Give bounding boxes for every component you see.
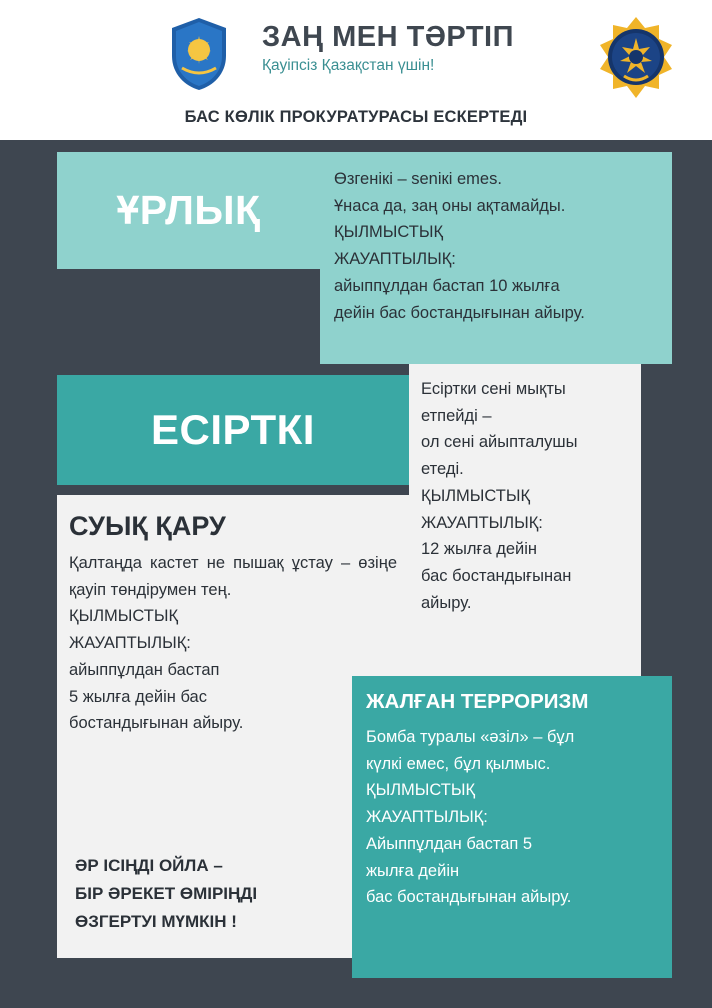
section-false-terrorism-line-6: жылға дейін — [366, 861, 460, 880]
section-false-terrorism-box — [352, 676, 672, 978]
section-theft-line-1: Өзгенікі – senікі emes. — [334, 170, 502, 188]
section-theft-line-4: ЖАУАПТЫЛЫҚ: — [334, 250, 456, 269]
section-false-terrorism-title: ЖАЛҒАН ТЕРРОРИЗМ — [366, 690, 589, 713]
title-block — [262, 22, 582, 75]
section-false-terrorism-line-2: күлкі емес, бұл қылмыс. — [366, 754, 551, 773]
poster-sub-title: Қауіпсіз Қазақстан үшін! — [262, 57, 435, 75]
bottom-bar — [0, 978, 712, 1008]
section-theft-line-2: Ұнаса да, заң оны ақтамайды. — [334, 196, 566, 215]
slogan-line-3: ӨЗГЕРТУІ МҮМКІН ! — [75, 912, 237, 932]
section-drugs-line-2: етпейді – — [421, 406, 492, 425]
section-theft-title-box — [57, 152, 320, 269]
section-drugs-title: ЕСІРТКІ — [151, 406, 315, 453]
section-drugs-line-9: айыру. — [421, 593, 472, 612]
poster-banner-text: БАС КӨЛІК ПРОКУРАТУРАСЫ ЕСКЕРТЕДІ — [184, 108, 528, 126]
section-drugs-line-7: 12 жылға дейін — [421, 540, 538, 559]
slogan-line-1: ӘР ІСІҢДІ ОЙЛА – — [75, 856, 223, 875]
prosecutor-office-emblem-icon — [594, 16, 678, 100]
section-cold-weapon-title: СУЫҚ ҚАРУ — [69, 511, 226, 541]
section-theft-text-box — [320, 152, 672, 364]
section-drugs-line-3: ол сені айыпталушы — [421, 433, 578, 452]
section-drugs-line-1: Есіртки сені мықты — [421, 380, 566, 398]
section-drugs-line-6: ЖАУАПТЫЛЫҚ: — [421, 513, 543, 532]
section-drugs-line-8: бас бостандығынан — [421, 567, 572, 586]
section-false-terrorism-line-4: ЖАУАПТЫЛЫҚ: — [366, 808, 488, 827]
poster-main-title: ЗАҢ МЕН ТӘРТІП — [262, 21, 514, 53]
section-false-terrorism-line-1: Бомба туралы «әзіл» – бұл — [366, 728, 575, 746]
section-false-terrorism-line-7: бас бостандығынан айыру. — [366, 888, 572, 907]
section-cold-weapon-line-6: бостандығынан айыру. — [69, 714, 244, 733]
section-cold-weapon-line-5: 5 жылға дейін бас — [69, 687, 207, 706]
poster-header — [0, 0, 712, 140]
kazakhstan-state-emblem-icon — [168, 16, 230, 92]
section-cold-weapon-line-1: Қалтаңда кастет не пышақ ұстау – өзіңе қауіп төндірумен тең. — [69, 554, 397, 599]
section-drugs-line-4: етеді. — [421, 460, 464, 479]
section-drugs-title-box — [57, 375, 409, 485]
section-false-terrorism-line-3: ҚЫЛМЫСТЫҚ — [366, 781, 476, 800]
section-theft-line-5: айыппұлдан бастап 10 жылға — [334, 276, 560, 295]
section-drugs-text-box — [409, 364, 641, 676]
slogan-box — [57, 830, 352, 958]
section-theft-line-3: ҚЫЛМЫСТЫҚ — [334, 223, 444, 242]
section-false-terrorism-line-5: Айыппұлдан бастап 5 — [366, 834, 533, 853]
section-drugs-line-5: ҚЫЛМЫСТЫҚ — [421, 486, 531, 505]
section-cold-weapon-line-2: ҚЫЛМЫСТЫҚ — [69, 607, 179, 626]
section-theft-title: ҰРЛЫҚ — [116, 187, 261, 233]
section-cold-weapon-line-4: айыппұлдан бастап — [69, 660, 220, 679]
slogan-line-2: БІР ӘРЕКЕТ ӨМІРІҢДІ — [75, 884, 258, 904]
section-cold-weapon-line-3: ЖАУАПТЫЛЫҚ: — [69, 634, 191, 653]
section-theft-line-6: дейін бас бостандығынан айыру. — [334, 303, 585, 322]
